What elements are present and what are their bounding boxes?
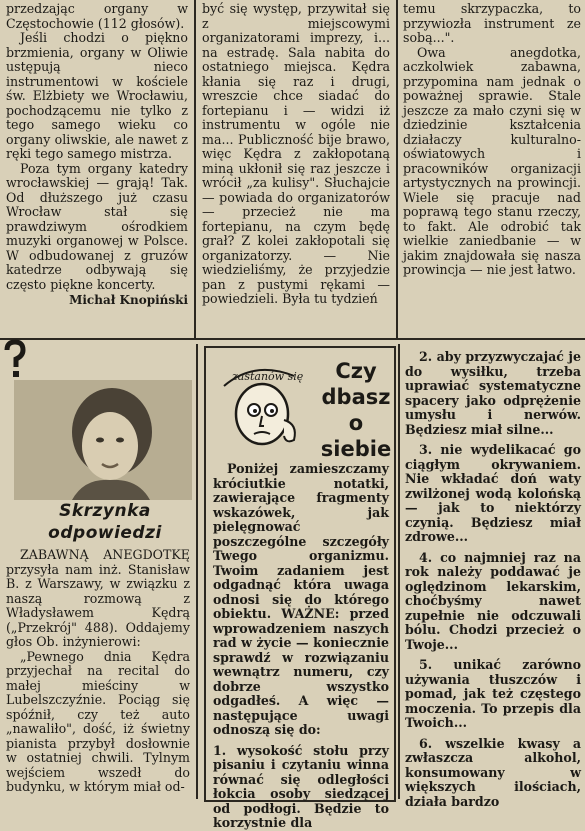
column-rule (396, 0, 398, 340)
article-organy-ending (6, 2, 188, 332)
anecdote-continued (202, 2, 390, 330)
section-title: Skrzynka odpowiedzi (48, 501, 162, 543)
paragraph: Poniżej zamieszczamy króciutkie notatki, zawierające fragmenty wskazówek, jak pielęgnować poszczególne szczegóły Twego organizmu. Twoim zadaniem jest odgadnąć która uwaga odnosi się do którego obiektu. WAŻNE: przed wprowadzeniem naszych rad w życie — koniecznie sprawdź w rozwiązaniu wewnątrz numeru, czy dobrze wszystko odgadłeś. A więc — następujące uwagi odnoszą się do: (213, 461, 389, 737)
quiz-item: 4. co najmniej raz na rok należy poddawać je oględzinom lekarskim, choćbyśmy nawet zupełnie nie odczuwali bólu. Chodzi przecież o Twoje... (405, 549, 581, 652)
author-signature: Michał Knopiński (69, 293, 188, 307)
thinking-face-icon (214, 358, 314, 450)
paragraph: temu skrzypaczka, to przywiozła instrument ze sobą...". (403, 1, 581, 45)
quiz-item: 3. nie wydelikacać go ciągłym okrywaniem. Nie wkładać doń waty zwilżonej wodą kolońską — jak to niektórzy czynią. Będziesz miał zdrowe... (405, 442, 581, 544)
anecdote-commentary (403, 2, 581, 332)
paragraph: przedzając organy w Częstochowie (112 głosów). (6, 1, 188, 31)
column-rule (398, 344, 400, 799)
quiz-items-column (405, 349, 581, 809)
section-rule (0, 338, 585, 340)
reader-letters-column (6, 548, 190, 798)
quiz-item: 2. aby przyzwyczajać je do wysiłku, trzeba uprawiać systematyczne spacery jako odprężenie umysłu i nerwów. Będziesz miał silne... (405, 349, 581, 437)
paragraph: Owa anegdotka, aczkolwiek zabawna, przypomina nam jednak o poważnej sprawie. Stale jeszcze za mało czyni się w dziedzinie kształcenia działaczy kulturalno-oświatowych i pracowników organizacji artystycznych na prowincji. Wiele się pracuje nad poprawą tego stanu rzeczy, to fakt. Ale odrobić tak wielkie zaniedbanie — w jakim znajdowała się nasza prowincja — nie jest łatwo. (403, 44, 581, 277)
paragraph: być się występ, przywitał się z miejscowymi organizatorami imprezy, i... na estradę. Sala nabita do ostatniego miejsca. Kędra kłania się raz i drugi, wreszcie chce siadać do fortepianu i — widzi iż instrumentu w ogóle nie ma... Publiczność bije brawo, więc Kędra z zakłopotaną miną ukłonił się raz jeszcze i wrócił „za kulisy". Słuchajcie — powiada do organizatorów — przecież nie ma fortepianu, na czym będę grał? Z kolei zakłopotali się organizatorzy. — Nie wiedzieliśmy, że przyjedzie pan z pustymi rękami — powiedzieli. Była tu tydzień (202, 1, 390, 306)
paragraph: Poza tym organy katedry wrocławskiej — grają! Tak. Od dłuższego już czasu Wrocław stał się prawdziwym ośrodkiem muzyki organowej w Polsce. W odbudowanej z gruzów katedrze odbywają się często piękne koncerty. (6, 160, 188, 292)
paragraph: 1. wysokość stołu przy pisaniu i czytaniu winna równać się odległości łokcia osoby siedzącej od podłogi. Będzie to korzystnie dla (213, 742, 389, 830)
quiz-item: 6. wszelkie kwasy a zwłaszcza alkohol, konsumowany w większych ilościach, działa bardzo (405, 735, 581, 809)
question-mark-icon (2, 340, 28, 380)
paragraph: ZABAWNĄ ANEGDOTKĘ przysyła nam inż. Stanisław B. z Warszawy, w związku z naszą rozmową z Władysławem Kędrą („Przekrój" 488). Oddajemy głos Ob. inżynierowi: (6, 547, 190, 649)
portrait-photo (14, 380, 192, 500)
column-rule (194, 0, 196, 340)
quiz-item: 5. unikać zarówno używania tłuszczów i pomad, jak też częstego moczenia. To przepis dla Twoich... (405, 657, 581, 730)
quiz-intro (213, 461, 389, 830)
paragraph: „Pewnego dnia Kędra przyjechał na recital do małej mieściny w Lubelszczyźnie. Pociąg się spóźnił, czy też auto „nawaliło", dość, iż świetny pianista przybył dosłownie w ostatniej chwili. Tylnym wejściem wszedł do budynku, w którym miał od- (6, 648, 190, 794)
quiz-title: Czy dbasz o siebie (320, 359, 392, 461)
mascot-caption: zastanów się (232, 370, 304, 383)
paragraph: Jeśli chodzi o piękno brzmienia, organy w Oliwie ustępują nieco instrumentowi w kościele św. Elżbiety we Wrocławiu, pochodzącemu nie tylko z tego samego wieku co organy oliwskie, ale nawet z ręki tego samego mistrza. (6, 30, 188, 161)
column-rule (196, 344, 198, 799)
